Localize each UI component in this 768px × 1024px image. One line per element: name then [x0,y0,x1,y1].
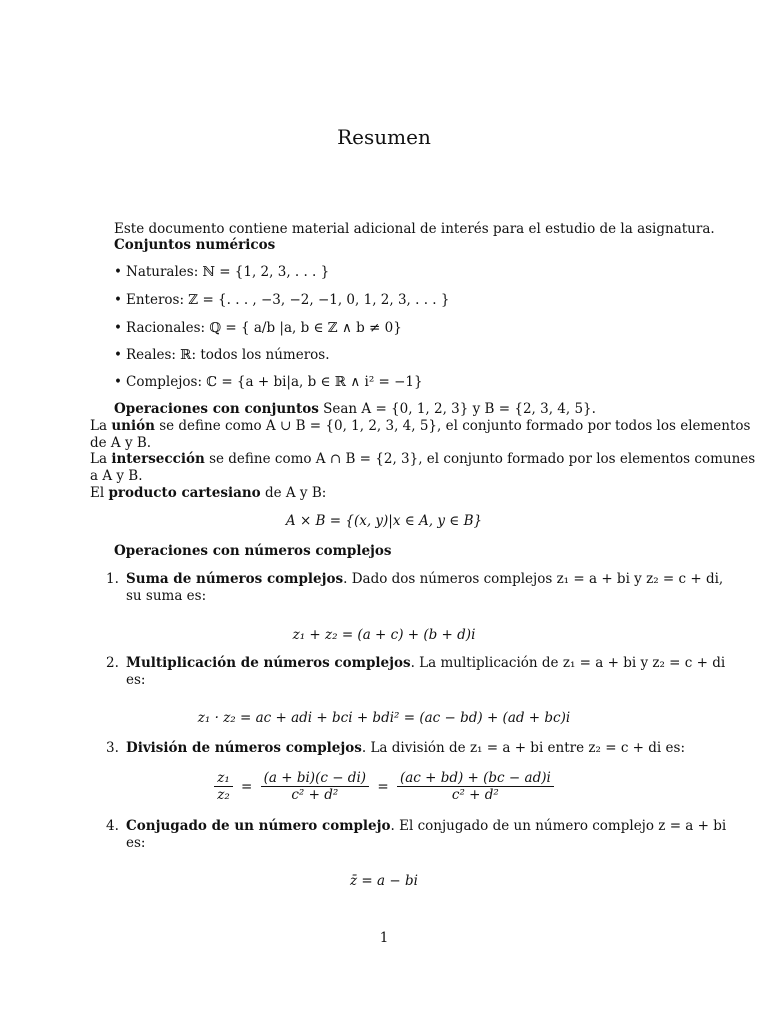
fraction-denominator: c² + d² [451,787,499,803]
list-item-enteros: • Enteros: ℤ = {. . . , −3, −2, −1, 0, 1, 2, 3, . . . } [126,292,449,309]
multiplication-term: Multiplicación de números complejos [126,655,411,671]
product-pre: El [90,485,105,501]
division-text: . La división de z₁ = a + bi entre z₂ = c + di es: [361,740,685,756]
fraction-denominator: c² + d² [291,787,339,803]
union-line-2: de A y B. [90,435,152,451]
fraction-numerator: (ac + bd) + (bc − ad)i [397,770,554,787]
sum-text: . Dado dos números complejos z₁ = a + bi y z₂ = c + di, [343,571,724,587]
intersection-term: intersección [111,451,205,467]
multiplication-line [126,655,725,672]
division-term: División de números complejos [126,740,362,756]
page-number: 1 [379,930,389,946]
complex-ops-heading: Operaciones con números complejos [114,543,392,559]
sum-term: Suma de números complejos [126,571,344,587]
fraction-mid [261,770,369,803]
intersection-pre: La [90,451,108,467]
multiplication-line-2: es: [126,672,146,688]
conjugate-line-2: es: [126,835,146,851]
list-item-reales: • Reales: ℝ: todos los números. [126,347,330,364]
cartesian-product-equation: A × B = {(x, y)|x ∈ A, y ∈ B} [285,513,483,529]
conjugate-line [126,818,726,835]
multiplication-equation: z₁ · z₂ = ac + adi + bci + bdi² = (ac − bd) + (ad + bc)i [197,710,571,726]
page-title: Resumen [337,125,431,149]
intersection-line-2: a A y B. [90,468,143,484]
set-ops-heading: Operaciones con conjuntos [114,401,319,417]
set-ops-intro: Sean A = {0, 1, 2, 3} y B = {2, 3, 4, 5}. [323,401,596,417]
intro-text: Este documento contiene material adicional de interés para el estudio de la asignatura. [114,221,715,237]
set-ops-paragraph [114,401,596,418]
item-number: 2. [106,655,119,671]
conjugate-term: Conjugado de un número complejo [126,818,391,834]
multiplication-text: . La multiplicación de z₁ = a + bi y z₂ = c + di [410,655,726,671]
division-line [126,740,685,757]
sum-line-2: su suma es: [126,588,207,604]
equals-sign: = [377,778,389,795]
sum-line [126,571,723,588]
list-item-racionales: • Racionales: ℚ = { a/b |a, b ∈ ℤ ∧ b ≠ 0} [126,320,402,337]
division-equation [0,770,768,803]
item-number: 3. [106,740,119,756]
conjugate-text: . El conjugado de un número complejo z = a + bi [390,818,727,834]
product-line [90,485,326,502]
list-item-naturales: • Naturales: ℕ = {1, 2, 3, . . . } [126,264,329,281]
intersection-line [90,451,755,468]
union-pre: La [90,418,108,434]
fraction-lhs [214,770,233,803]
equals-sign: = [241,778,253,795]
list-item-complejos: • Complejos: ℂ = {a + bi|a, b ∈ ℝ ∧ i² = −1} [126,374,423,391]
numeric-sets-heading: Conjuntos numéricos [114,237,276,253]
union-text: se define como A ∪ B = {0, 1, 2, 3, 4, 5}, el conjunto formado por todos los elementos [159,418,751,434]
union-term: unión [111,418,155,434]
sum-equation: z₁ + z₂ = (a + c) + (b + d)i [292,627,476,643]
conjugate-equation: z̄ = a − bi [350,873,418,889]
fraction-rhs [397,770,554,803]
item-number: 1. [106,571,119,587]
product-term: producto cartesiano [108,485,261,501]
fraction-numerator: z₁ [214,770,233,787]
union-line [90,418,750,435]
fraction-numerator: (a + bi)(c − di) [261,770,369,787]
item-number: 4. [106,818,119,834]
intersection-text: se define como A ∩ B = {2, 3}, el conjunto formado por los elementos comunes [209,451,756,467]
product-text: de A y B: [264,485,327,501]
fraction-denominator: z₂ [217,787,230,803]
